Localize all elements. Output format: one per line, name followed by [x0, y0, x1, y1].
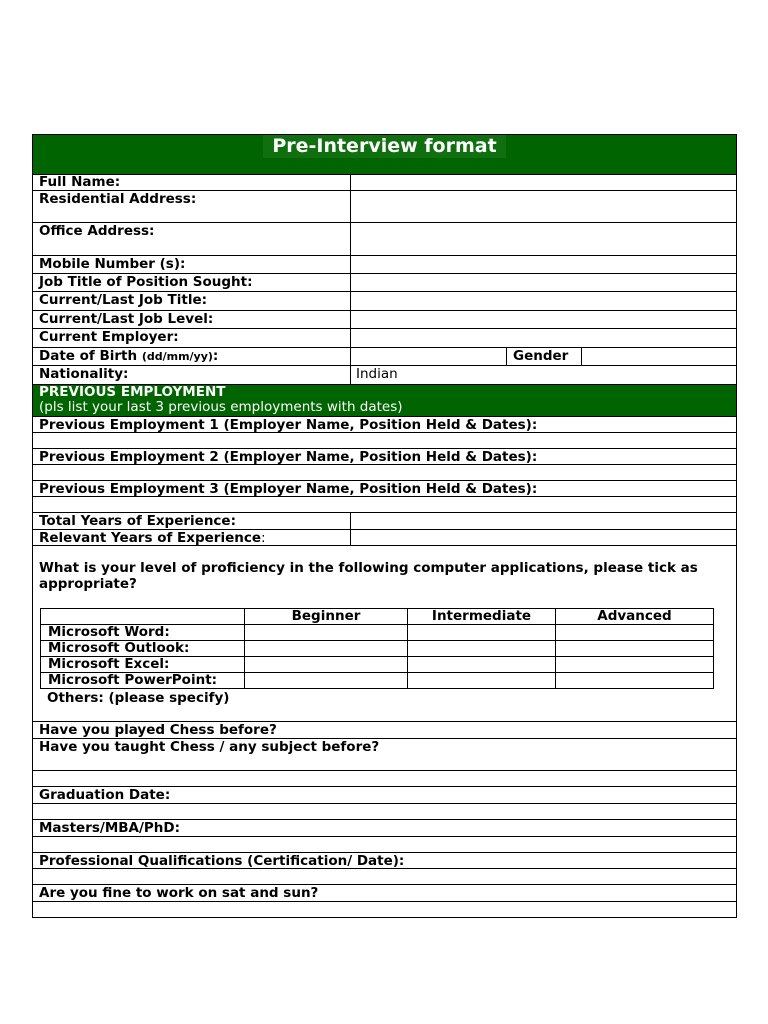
graduation-row	[33, 787, 736, 804]
excel-intermediate-cell[interactable]	[408, 657, 556, 673]
graduation-field	[33, 804, 736, 820]
form-title: Pre-Interview format	[263, 135, 506, 158]
professional-field	[33, 869, 736, 885]
chess-played-label: Have you played Chess before?	[39, 722, 277, 738]
office-address-label: Office Address:	[39, 223, 155, 239]
weekend-label: Are you fine to work on sat and sun?	[39, 885, 319, 901]
prev-employment-3-field	[33, 497, 736, 513]
outlook-intermediate-cell[interactable]	[408, 641, 556, 657]
current-job-level-label: Current/Last Job Level:	[39, 311, 214, 327]
office-address-row	[33, 223, 736, 256]
excel-advanced-cell[interactable]	[556, 657, 714, 673]
relevant-years-row	[33, 530, 736, 546]
job-title-sought-label: Job Title of Position Sought:	[39, 274, 253, 290]
current-employer-label: Current Employer:	[39, 329, 179, 345]
others-label: Others: (please specify)	[47, 690, 230, 706]
prev-employment-2-row	[33, 449, 736, 465]
employment-title: PREVIOUS EMPLOYMENT	[39, 384, 226, 400]
current-job-title-label: Current/Last Job Title:	[39, 292, 208, 308]
employment-subtitle: (pls list your last 3 previous employments with dates)	[39, 399, 403, 415]
residential-address-row	[33, 191, 736, 223]
mobile-row	[33, 256, 736, 274]
total-years-label: Total Years of Experience:	[39, 513, 236, 529]
mobile-label: Mobile Number (s):	[39, 256, 186, 272]
dob-label	[39, 348, 218, 365]
masters-row	[33, 820, 736, 837]
app-outlook: Microsoft Outlook:	[41, 641, 245, 657]
proficiency-table	[40, 608, 714, 689]
masters-field	[33, 837, 736, 853]
weekend-field	[33, 902, 736, 917]
graduation-label: Graduation Date:	[39, 787, 171, 803]
relevant-years-colon: :	[261, 530, 266, 546]
outlook-beginner-cell[interactable]	[245, 641, 408, 657]
proficiency-question: What is your level of proficiency in the following computer applications, please tick as appropriate?	[39, 560, 698, 592]
app-row-word	[41, 625, 714, 641]
nationality-value: Indian	[356, 366, 398, 382]
prev-employment-1-row	[33, 417, 736, 433]
prev-employment-3-label: Previous Employment 3 (Employer Name, Position Held & Dates):	[39, 481, 538, 497]
relevant-years-label	[39, 530, 266, 546]
outlook-advanced-cell[interactable]	[556, 641, 714, 657]
app-row-outlook	[41, 641, 714, 657]
proficiency-section	[33, 546, 736, 722]
level-intermediate: Intermediate	[408, 609, 556, 625]
pre-interview-form	[32, 134, 737, 918]
professional-label: Professional Qualifications (Certification/ Date):	[39, 853, 405, 869]
relevant-years-text: Relevant Years of Experience	[39, 530, 262, 546]
chess-played-row	[33, 722, 736, 739]
word-beginner-cell[interactable]	[245, 625, 408, 641]
proficiency-header-row	[41, 609, 714, 625]
dob-label-text: Date of Birth	[39, 348, 142, 364]
word-intermediate-cell[interactable]	[408, 625, 556, 641]
powerpoint-beginner-cell[interactable]	[245, 673, 408, 689]
title-bar	[33, 135, 736, 175]
weekend-row	[33, 885, 736, 902]
app-word: Microsoft Word:	[41, 625, 245, 641]
powerpoint-advanced-cell[interactable]	[556, 673, 714, 689]
dob-colon: :	[212, 348, 219, 364]
level-advanced: Advanced	[556, 609, 714, 625]
corner-cell	[41, 609, 245, 625]
chess-taught-field	[33, 771, 736, 787]
employment-header	[33, 385, 736, 417]
app-powerpoint: Microsoft PowerPoint:	[41, 673, 245, 689]
total-years-row	[33, 513, 736, 530]
app-row-excel	[41, 657, 714, 673]
job-title-sought-row	[33, 274, 736, 292]
gender-label: Gender	[513, 348, 569, 364]
professional-row	[33, 853, 736, 869]
level-beginner: Beginner	[245, 609, 408, 625]
excel-beginner-cell[interactable]	[245, 657, 408, 673]
prev-employment-2-label: Previous Employment 2 (Employer Name, Position Held & Dates):	[39, 449, 538, 465]
prev-employment-1-label: Previous Employment 1 (Employer Name, Position Held & Dates):	[39, 417, 538, 433]
masters-label: Masters/MBA/PhD:	[39, 820, 181, 836]
prev-employment-1-field	[33, 433, 736, 449]
residential-address-label: Residential Address:	[39, 191, 197, 207]
dob-format: (dd/mm/yy)	[141, 350, 213, 363]
word-advanced-cell[interactable]	[556, 625, 714, 641]
current-job-level-row	[33, 311, 736, 329]
full-name-label: Full Name:	[39, 174, 121, 190]
current-employer-row	[33, 329, 736, 348]
current-job-title-row	[33, 292, 736, 311]
nationality-row	[33, 366, 736, 385]
powerpoint-intermediate-cell[interactable]	[408, 673, 556, 689]
full-name-row	[33, 174, 736, 191]
nationality-label: Nationality:	[39, 366, 129, 382]
chess-taught-label: Have you taught Chess / any subject before?	[39, 739, 380, 755]
prev-employment-3-row	[33, 481, 736, 497]
prev-employment-2-field	[33, 465, 736, 481]
app-row-powerpoint	[41, 673, 714, 689]
dob-row	[33, 348, 736, 366]
app-excel: Microsoft Excel:	[41, 657, 245, 673]
chess-taught-row	[33, 739, 736, 771]
